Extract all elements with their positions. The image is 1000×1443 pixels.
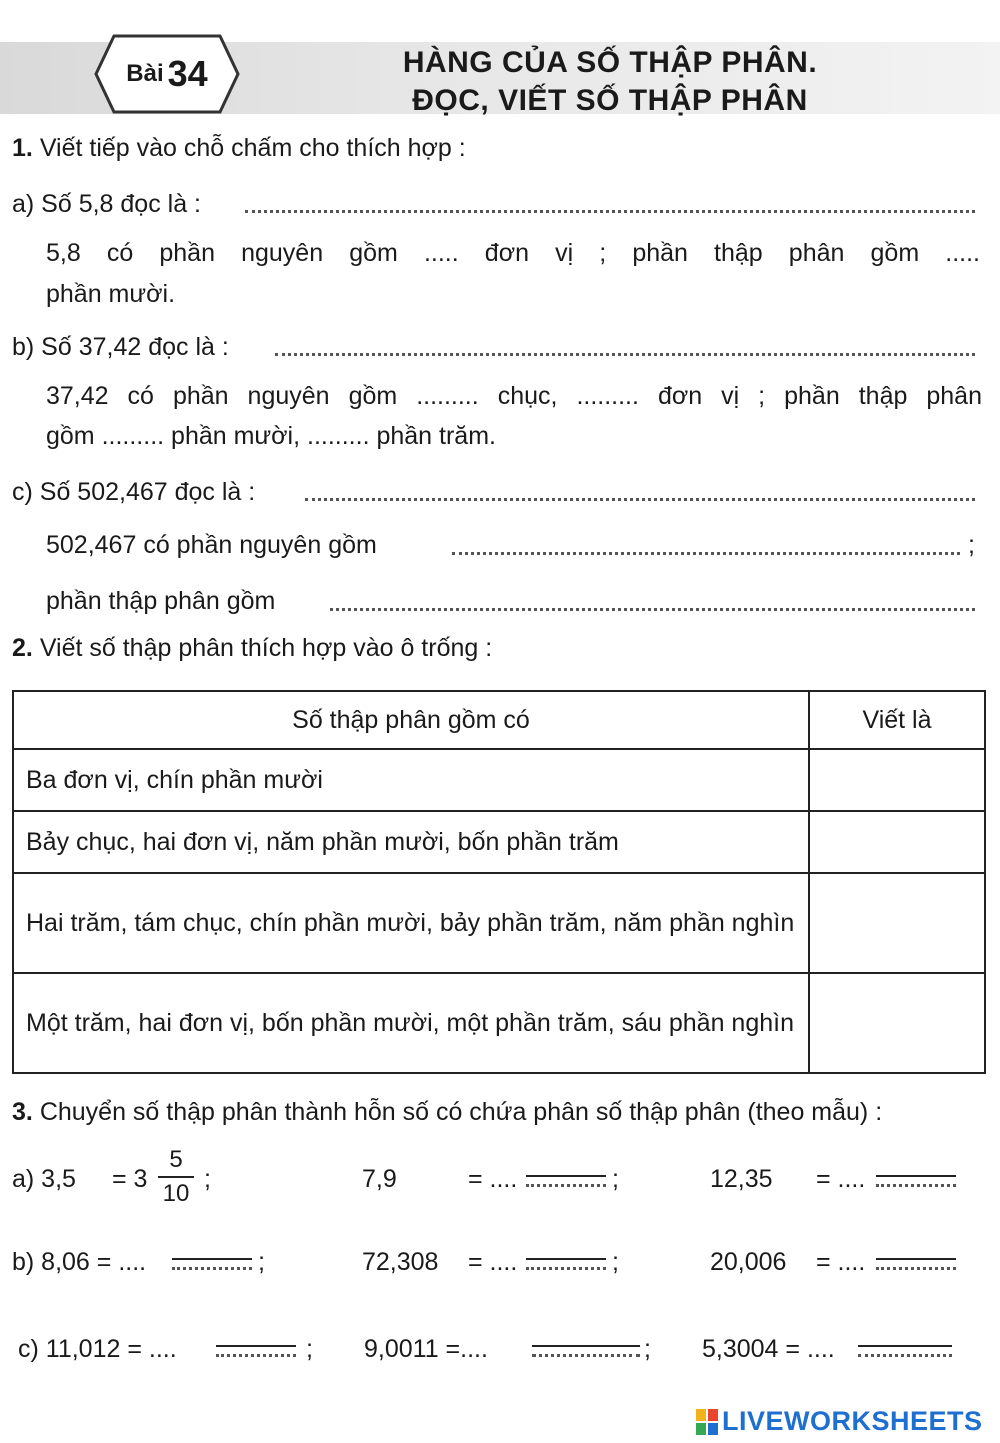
ex1-c-decimal-blank[interactable]	[330, 608, 975, 611]
liveworksheets-logo	[696, 1406, 983, 1437]
ex3-a3-numerator-blank[interactable]	[876, 1175, 956, 1177]
ex3-c1-denominator-blank[interactable]	[216, 1354, 296, 1357]
ex3-b2-numerator-blank[interactable]	[526, 1258, 606, 1260]
exercise-2-text: Viết số thập phân thích hợp vào ô trống :	[39, 634, 493, 662]
table-row-description: Một trăm, hai đơn vị, bốn phần mười, một phần trăm, sáu phần nghìn	[13, 973, 809, 1073]
ex3-c1-numerator-blank[interactable]	[216, 1345, 296, 1347]
ex3-c1-semicolon: ;	[306, 1335, 313, 1363]
table-row-description: Bảy chục, hai đơn vị, năm phần mười, bốn phần trăm	[13, 811, 809, 873]
table-row-description: Hai trăm, tám chục, chín phần mười, bảy phần trăm, năm phần nghìn	[13, 873, 809, 973]
table-row-answer-cell[interactable]	[809, 811, 985, 873]
table-row-answer-cell[interactable]	[809, 749, 985, 811]
ex3-b3-equals: = ....	[816, 1248, 866, 1276]
ex3-b2-semicolon: ;	[612, 1248, 619, 1276]
title-line-2: ĐỌC, VIẾT SỐ THẬP PHÂN	[412, 84, 808, 117]
ex1-a-read-blank[interactable]	[245, 210, 975, 213]
exercise-1-instruction	[12, 134, 466, 163]
ex3-b3-denominator-blank[interactable]	[876, 1267, 956, 1270]
ex3-b2-equals: = ....	[468, 1248, 518, 1276]
table-row-answer-cell[interactable]	[809, 973, 985, 1073]
ex1-a-detail-line1: 5,8 có phần nguyên gồm ..... đơn vị ; phần thập phân gồm .....	[46, 239, 980, 267]
ex1-c-integer-blank[interactable]	[452, 552, 960, 555]
ex1-c-read-label: c) Số 502,467 đọc là :	[12, 478, 256, 506]
ex3-b2-label: 72,308	[362, 1248, 439, 1276]
ex1-c-read-blank[interactable]	[305, 498, 975, 501]
ex3-a3-denominator-blank[interactable]	[876, 1184, 956, 1187]
ex3-a1-equals: = 3	[112, 1165, 148, 1193]
table-row	[13, 811, 985, 873]
table-header-answer: Viết là	[809, 691, 985, 749]
exercise-3-number: 3.	[12, 1098, 33, 1126]
ex3-a1-numerator: 5	[169, 1146, 183, 1173]
ex1-c-integer-label: 502,467 có phần nguyên gồm	[46, 531, 377, 559]
table-row-description: Ba đơn vị, chín phần mười	[13, 749, 809, 811]
exercise-2-instruction	[12, 634, 492, 663]
ex1-c-integer-semicolon: ;	[968, 531, 975, 559]
ex1-a-read-label: a) Số 5,8 đọc là :	[12, 190, 202, 218]
ex1-b-detail-line2: gồm ......... phần mười, ......... phần trăm.	[46, 422, 496, 450]
ex3-c3-numerator-blank[interactable]	[858, 1345, 952, 1347]
exercise-3-instruction	[12, 1098, 882, 1127]
ex3-c2-label: 9,0011 =....	[364, 1335, 488, 1363]
table-row	[13, 973, 985, 1073]
ex1-b-read-label: b) Số 37,42 đọc là :	[12, 333, 229, 361]
ex3-a2-label: 7,9	[362, 1165, 397, 1193]
ex3-c2-denominator-blank[interactable]	[532, 1354, 640, 1357]
table-row-answer-cell[interactable]	[809, 873, 985, 973]
ex3-a1-label: a) 3,5	[12, 1165, 76, 1193]
title-line-1: HÀNG CỦA SỐ THẬP PHÂN.	[402, 46, 818, 79]
ex1-b-detail-line1: 37,42 có phần nguyên gồm ......... chục, ......... đơn vị ; phần thập phân	[46, 382, 982, 410]
page-title	[330, 44, 890, 120]
ex3-c1-label: c) 11,012 = ....	[18, 1335, 177, 1363]
ex3-b1-numerator-blank[interactable]	[172, 1258, 252, 1260]
logo-icon	[696, 1409, 718, 1435]
ex1-a-detail-line2: phần mười.	[46, 280, 176, 308]
ex3-b1-semicolon: ;	[258, 1248, 265, 1276]
ex1-b-read-blank[interactable]	[275, 353, 975, 356]
decimal-table	[12, 690, 986, 1074]
table-row	[13, 873, 985, 973]
ex3-a1-fraction	[158, 1146, 194, 1208]
ex1-c-decimal-label: phần thập phân gồm	[46, 587, 276, 615]
ex3-b3-label: 20,006	[710, 1248, 787, 1276]
ex3-b1-denominator-blank[interactable]	[172, 1267, 252, 1270]
exercise-1-text: Viết tiếp vào chỗ chấm cho thích hợp :	[39, 134, 466, 162]
ex3-a3-label: 12,35	[710, 1165, 773, 1193]
exercise-1-number: 1.	[12, 134, 33, 162]
ex3-c3-denominator-blank[interactable]	[858, 1354, 952, 1357]
table-header-description: Số thập phân gồm có	[13, 691, 809, 749]
table-header-row	[13, 691, 985, 749]
exercise-2-number: 2.	[12, 634, 33, 662]
logo-text: LIVEWORKSHEETS	[722, 1406, 983, 1436]
ex3-b3-numerator-blank[interactable]	[876, 1258, 956, 1260]
ex3-a2-equals: = ....	[468, 1165, 518, 1193]
ex3-c3-label: 5,3004 = ....	[702, 1335, 835, 1363]
ex3-a3-equals: = ....	[816, 1165, 866, 1193]
ex3-a2-denominator-blank[interactable]	[526, 1184, 606, 1187]
ex3-a1-semicolon: ;	[204, 1165, 211, 1193]
ex3-c2-semicolon: ;	[644, 1335, 651, 1363]
ex3-a1-denominator: 10	[162, 1180, 190, 1207]
ex3-b1-label: b) 8,06 = ....	[12, 1248, 147, 1276]
ex3-b2-denominator-blank[interactable]	[526, 1267, 606, 1270]
fraction-bar	[158, 1176, 194, 1178]
exercise-3-text: Chuyển số thập phân thành hỗn số có chứa phân số thập phân (theo mẫu) :	[39, 1098, 883, 1126]
table-row	[13, 749, 985, 811]
badge-number: 34	[167, 53, 208, 94]
lesson-badge	[92, 32, 242, 116]
ex3-a2-semicolon: ;	[612, 1165, 619, 1193]
ex3-a2-numerator-blank[interactable]	[526, 1175, 606, 1177]
ex3-c2-numerator-blank[interactable]	[532, 1345, 640, 1347]
badge-word: Bài	[126, 60, 164, 87]
